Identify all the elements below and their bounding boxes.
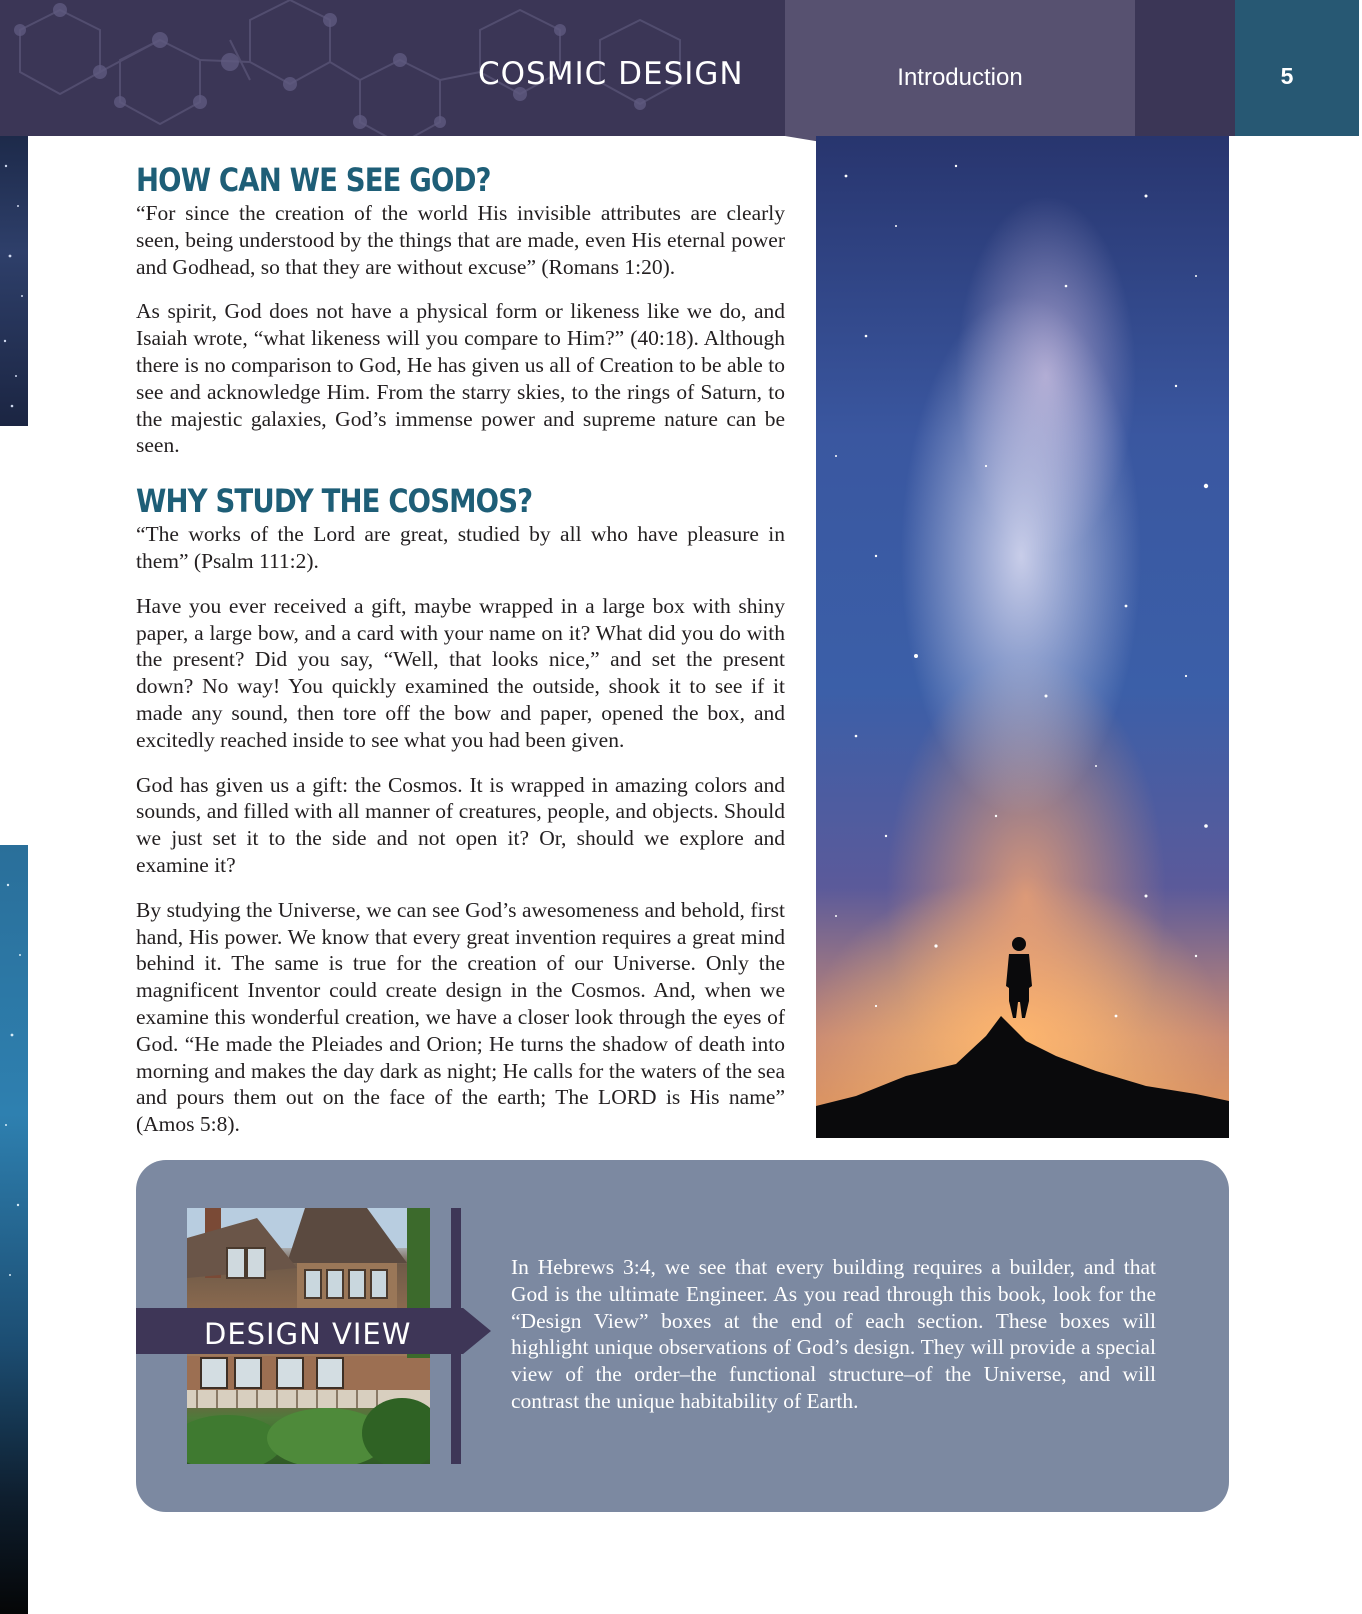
paragraph-romans-quote: “For since the creation of the world His invisible attributes are clearly seen, being understood by the things that are made, even His eternal power and Godhead, so that they are without excuse” (Romans 1:20). bbox=[136, 201, 785, 279]
milky-way-image bbox=[816, 136, 1229, 1138]
book-title: COSMIC DESIGN bbox=[478, 56, 744, 92]
page-number-box bbox=[1235, 0, 1359, 136]
edge-stars bbox=[0, 136, 28, 426]
main-text-column bbox=[136, 160, 785, 1156]
paragraph-studying-universe: By studying the Universe, we can see God’s awesomeness and behold, first hand, His power. We know that every great invention requires a great mind behind it. The same is true for the creation of our Universe. Only the magnificent Inventor could create design in the Cosmos. And, when we examine this wonderful creation, we have a closer look through the eyes of God. “He made the Pleiades and Orion; He turns the shadow of death into morning and makes the day dark as night; He calls for the waters of the sea and pours them out on the face of the earth; The LORD is His name” (Amos 5:8). bbox=[136, 897, 785, 1137]
page-number: 5 bbox=[1280, 63, 1294, 89]
paragraph-psalm-quote: “The works of the Lord are great, studied by all who have pleasure in them” (Psalm 111:2). bbox=[136, 522, 785, 573]
edge-image-top bbox=[0, 136, 28, 426]
paragraph-cosmos-gift: God has given us a gift: the Cosmos. It is wrapped in amazing colors and sounds, and filled with all manner of creatures, people, and objects. Should we just set it to the side and not open it? Or, should we explore and examine it? bbox=[136, 772, 785, 877]
edge-stars-lower bbox=[0, 845, 28, 1614]
section-heading-see-god: HOW CAN WE SEE GOD? bbox=[136, 161, 491, 199]
section-heading-study-cosmos: WHY STUDY THE COSMOS? bbox=[136, 482, 533, 521]
design-view-callout bbox=[136, 1160, 1229, 1512]
design-view-label: DESIGN VIEW bbox=[204, 1317, 412, 1351]
milky-way-illustration bbox=[816, 136, 1229, 1138]
design-view-text: In Hebrews 3:4, we see that every building requires a builder, and that God is the ultimate Engineer. As you read through this book, look for the “Design View” boxes at the end of each section. These boxes will highlight unique observations of God’s design. They will provide a special view of the order–the functional structure–of the Universe, and will contrast the unique habitability of Earth. bbox=[511, 1255, 1156, 1413]
paragraph-gift: Have you ever received a gift, maybe wrapped in a large box with shiny paper, a large bow, and a card with your name on it? What did you do with the present? Did you say, “Well, that looks nice,” and set the present down? No way! You quickly examined the outside, shook it to see if it made any sound, then tore off the bow and paper, opened the box, and excitedly reached inside to see what you had been given. bbox=[136, 593, 785, 752]
person-silhouette bbox=[1006, 937, 1032, 1018]
section-label: Introduction bbox=[897, 64, 1023, 91]
paragraph-spirit: As spirit, God does not have a physical form or likeness like we do, and Isaiah wrote, “what likeness will you compare to Him?” (40:18). Although there is no comparison to God, He has given us all of Creation to be able to see and acknowledge Him. From the starry skies, to the rings of Saturn, to the majestic galaxies, God’s immense power and supreme nature can be seen. bbox=[136, 299, 785, 458]
mountain-silhouette bbox=[816, 1016, 1229, 1138]
edge-image-bottom bbox=[0, 845, 28, 1614]
